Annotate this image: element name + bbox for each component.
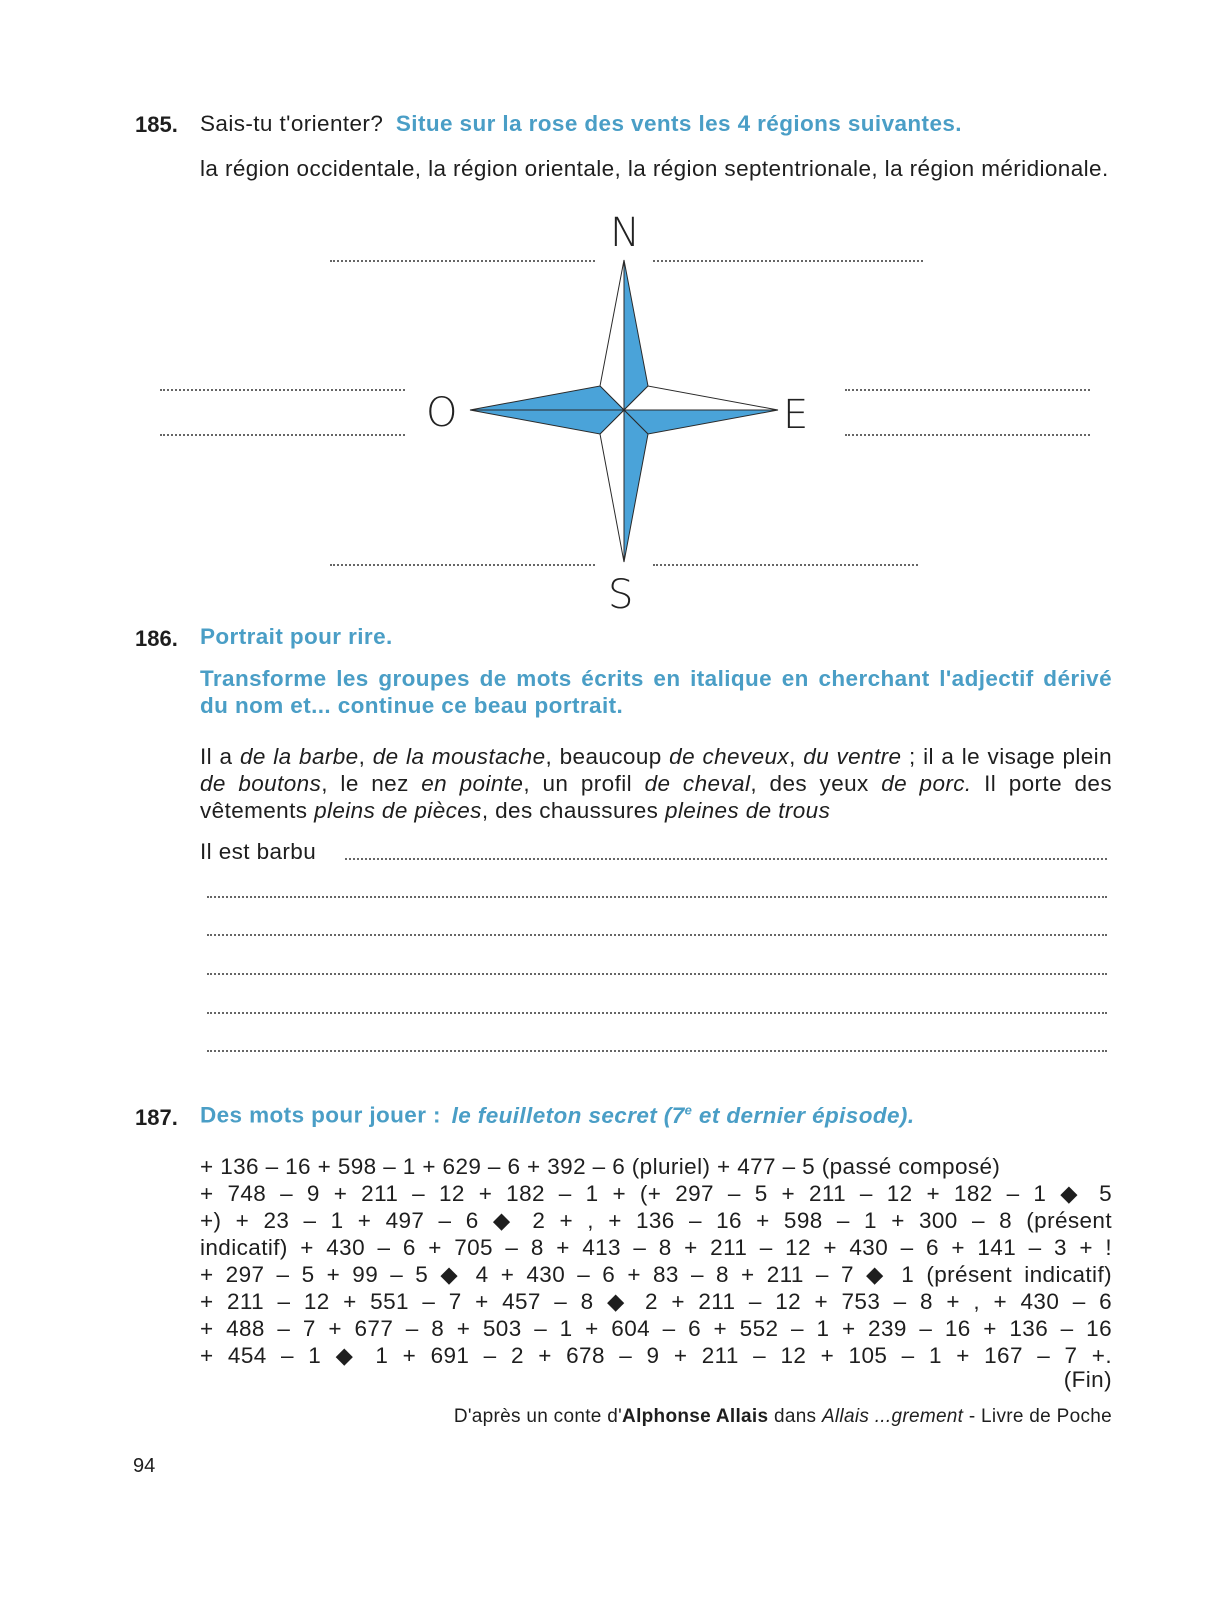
compass-east-arm [624, 410, 778, 434]
code-line: + 454 – 1 ◆ 1 + 691 – 2 + 678 – 9 + 211 – 12 + 105 – 1 + 167 – 7 +. [200, 1343, 1112, 1368]
text-run: Il a [200, 744, 240, 769]
answer-line[interactable] [207, 896, 1107, 898]
italic-phrase: pleines de trous [664, 798, 831, 823]
compass-south-label: S [608, 572, 634, 618]
story-end: (Fin) [1063, 1367, 1112, 1392]
source-credit [454, 1406, 1112, 1428]
answer-line[interactable] [207, 934, 1107, 936]
text-run: , des yeux [750, 771, 882, 796]
italic-phrase: de la barbe [239, 744, 359, 769]
code-line: + 297 – 5 + 99 – 5 ◆ 4 + 430 – 6 + 83 – 8 + 211 – 7 ◆ 1 (présent indicatif) [200, 1262, 1112, 1287]
text-run: , des chaussures [481, 798, 665, 823]
italic-phrase: pleins de pièces [314, 798, 482, 823]
credit-text: - Livre de Poche [963, 1406, 1112, 1427]
italic-phrase: de cheveux [669, 744, 790, 769]
text-run: Il porte des vêtements [200, 771, 1112, 823]
subtitle-part: et dernier épisode). [692, 1102, 915, 1128]
code-line: indicatif) + 430 – 6 + 705 – 8 + 413 – 8 + 211 – 12 + 430 – 6 + 141 – 3 + ! [200, 1235, 1112, 1260]
italic-phrase: en pointe [421, 771, 524, 796]
credit-text: D'après un conte d' [453, 1406, 623, 1427]
exercise-187-heading [200, 1102, 914, 1129]
credit-text: dans [768, 1406, 822, 1427]
text-run: ; il a le visage plein [901, 744, 1112, 769]
coded-story [200, 1153, 1112, 1369]
exercise-instruction: Transforme les groupes de mots écrits en italique en cherchant l'adjectif dérivé du nom et... continue ce beau portrait. [200, 666, 1112, 718]
answer-line[interactable] [845, 389, 1090, 391]
credit-author: Alphonse Allais [622, 1406, 769, 1427]
compass-rose [460, 250, 790, 570]
exercise-title: Portrait pour rire. [200, 624, 393, 649]
answer-line[interactable] [345, 858, 1107, 860]
code-line: + 136 – 16 + 598 – 1 + 629 – 6 + 392 – 6 (pluriel) + 477 – 5 (passé composé) [200, 1154, 1001, 1179]
exercise-number: 185. [135, 112, 178, 137]
compass-south-arm [624, 410, 648, 562]
code-line: +) + 23 – 1 + 497 – 6 ◆ 2 + , + 136 – 16 + 598 – 1 + 300 – 8 (présent [200, 1208, 1112, 1233]
compass-north-arm [600, 260, 624, 410]
italic-phrase: du ventre [803, 744, 902, 769]
answer-start: Il est barbu [200, 839, 317, 864]
exercise-number: 186. [135, 626, 178, 651]
compass-north-label: N [610, 210, 640, 256]
answer-line[interactable] [207, 1050, 1107, 1052]
code-line: + 748 – 9 + 211 – 12 + 182 – 1 + (+ 297 – 5 + 211 – 12 + 182 – 1 ◆ 5 [200, 1181, 1112, 1206]
compass-south-arm [600, 410, 624, 562]
exercise-title: Des mots pour jouer : [200, 1102, 441, 1128]
credit-book: Allais ...grement [821, 1406, 964, 1427]
compass-north-arm [624, 260, 648, 410]
text-run: , [358, 744, 373, 769]
answer-line[interactable] [207, 973, 1107, 975]
answer-line[interactable] [160, 434, 405, 436]
answer-line[interactable] [845, 434, 1090, 436]
page-number: 94 [133, 1455, 156, 1477]
code-line: + 488 – 7 + 677 – 8 + 503 – 1 + 604 – 6 + 552 – 1 + 239 – 16 + 136 – 16 [200, 1316, 1112, 1341]
subtitle-part: le feuilleton secret (7 [451, 1102, 685, 1128]
compass-east-arm [624, 386, 778, 410]
italic-phrase: de la moustache [372, 744, 546, 769]
regions-list: la région occidentale, la région orientale, la région septentrionale, la région méridionale. [200, 156, 1109, 181]
text-run: , beaucoup [545, 744, 670, 769]
italic-phrase: de porc. [881, 771, 972, 796]
text-run: , [789, 744, 804, 769]
answer-line[interactable] [160, 389, 405, 391]
compass-west-arm [470, 410, 624, 434]
exercise-subtitle [452, 1103, 915, 1128]
exercise-instruction: Situe sur la rose des vents les 4 régions suivantes. [395, 111, 962, 136]
exercise-number: 187. [135, 1105, 178, 1130]
answer-line[interactable] [207, 1012, 1107, 1014]
exercise-185-heading [200, 111, 962, 137]
compass-west-label: O [426, 390, 458, 436]
portrait-paragraph [200, 743, 1112, 824]
italic-phrase: de cheval [644, 771, 751, 796]
superscript: e [684, 1102, 693, 1117]
italic-phrase: de boutons [200, 771, 322, 796]
compass-west-arm [470, 386, 624, 410]
text-run: , le nez [321, 771, 422, 796]
compass-east-label: E [783, 392, 809, 438]
exercise-intro: Sais-tu t'orienter? [200, 111, 384, 136]
code-line: + 211 – 12 + 551 – 7 + 457 – 8 ◆ 2 + 211 – 12 + 753 – 8 + , + 430 – 6 [200, 1289, 1112, 1314]
text-run: , un profil [523, 771, 645, 796]
